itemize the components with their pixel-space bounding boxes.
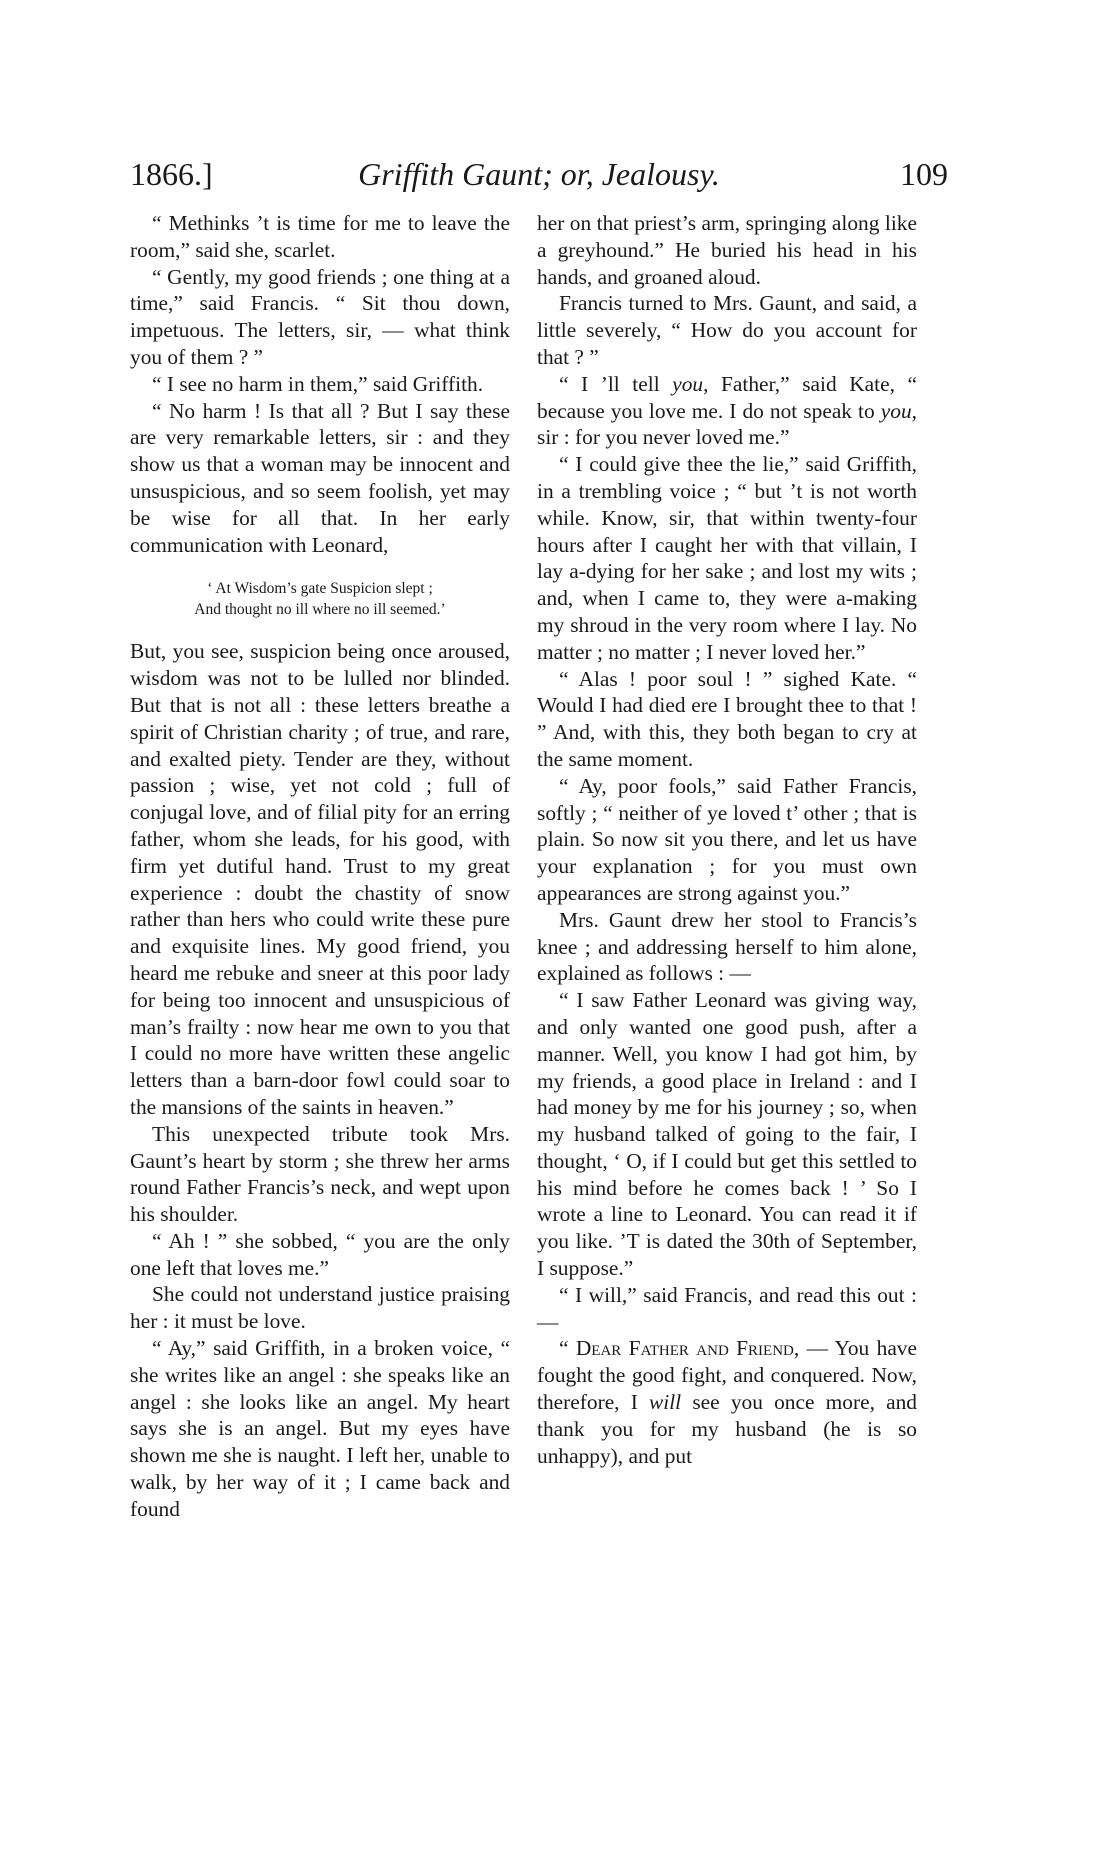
quote-line: ‘ At Wisdom’s gate Suspicion slept ;: [207, 580, 433, 598]
paragraph: But, you see, suspicion being once aroused, wisdom was not to be lulled nor blinded. But that is not all : these letters breathe a spirit of Christian charity ; of true, and rare, and exalted piety. Tender are they, without passion ; wise, yet not cold ; full of conjugal love, and of filial pity for an erring father, whom she leads, for his good, with firm yet dutiful hand. Trust to my great experience : doubt the chastity of snow rather than hers who could write these pure and exquisite lines. My good friend, you heard me rebuke and sneer at this poor lady for being too innocent and unsuspicious of man’s frailty : now hear me own to you that I could no more have written these angelic letters than a barn-door fowl could soar to the mansions of the saints in heaven.”: [130, 639, 510, 1119]
paragraph: “ Ah ! ” she sobbed, “ you are the only one left that loves me.”: [130, 1228, 510, 1280]
running-header: [130, 156, 948, 196]
verse-quote: [130, 578, 510, 620]
text-run: see you once more, and thank you for my husband (he is so unhappy), and put: [537, 1390, 918, 1468]
text-run: You have fought the good fight, and conquered. Now, therefore, I: [537, 1336, 918, 1415]
emphasis: you: [672, 371, 704, 396]
paragraph: her on that priest’s arm, springing along like a greyhound.” He buried his head in his hands, and groaned aloud.: [537, 211, 917, 289]
paragraph: She could not understand justice praising her : it must be love.: [130, 1282, 510, 1334]
left-column: [130, 210, 510, 1523]
paragraph: “ No harm ! Is that all ? But I say these are very remarkable letters, sir : and they show us that a woman may be innocent and unsuspicious, and so seem foolish, yet may be wise for all that. In her early communication with Leonard,: [130, 398, 510, 557]
paragraph: “ Methinks ’t is time for me to leave the room,” said she, scarlet.: [130, 211, 510, 262]
header-year: 1866.]: [130, 156, 213, 192]
paragraph: This unexpected tribute took Mrs. Gaunt’s heart by storm ; she threw her arms round Father Francis’s neck, and wept upon his shoulder.: [130, 1121, 510, 1227]
paragraph: Mrs. Gaunt drew her stool to Francis’s knee ; and addressing herself to him alone, explained as follows : —: [537, 907, 917, 986]
text-run: , Father,” said Kate, “ because you love me. I do not speak to: [537, 371, 917, 423]
paragraph: “ I saw Father Leonard was giving way, and only wanted one good push, after a manner. Well, you know I had got him, by my friends, a good place in Ireland : and I had money by me for his journey ; so, when my husband talked of going to the fair, I thought, ‘ O, if I could but get this settled to his mind before he comes back ! ’ So I wrote a line to Leonard. You can read it if you like. ’T is dated the 30th of September, I suppose.”: [537, 988, 917, 1281]
paragraph: [537, 371, 917, 451]
paragraph: “ Alas ! poor soul ! ” sighed Kate. “ Would I had died ere I brought thee to that ! ” And, with this, they both began to cry at the same moment.: [537, 666, 917, 771]
text-run: “ I ’ll tell: [559, 371, 673, 396]
emphasis: you: [880, 398, 912, 423]
page-number: 109: [900, 156, 948, 192]
quote-line: And thought no ill where no ill seemed.’: [194, 601, 446, 619]
paragraph: “ I could give thee the lie,” said Griffith, in a trembling voice ; “ but ’t is not worth while. Know, sir, that within twenty-four hours after I caught her with that villain, I lay a-dying for her sake ; and lost my wits ; and, when I came to, they were a-making my shroud in the very room where I lay. No matter ; no matter ; I never loved her.”: [537, 452, 917, 664]
text-run: , sir : for you never loved me.”: [537, 398, 917, 450]
paragraph: “ I see no harm in them,” said Griffith.: [152, 371, 484, 396]
letter-paragraph: [537, 1335, 917, 1469]
paragraph: Francis turned to Mrs. Gaunt, and said, a little severely, “ How do you account for that ? ”: [537, 291, 917, 369]
paragraph: “ Gently, my good friends ; one thing at a time,” said Francis. “ Sit thou down, impetuous. The letters, sir, — what think you of them ? ”: [130, 264, 510, 369]
paragraph: “ I will,” said Francis, and read this out : —: [537, 1282, 917, 1334]
paragraph: “ Ay, poor fools,” said Father Francis, softly ; “ neither of ye loved t’ other ; that is plain. So now sit you there, and let us have your explanation ; for you must own appearances are strong against you.”: [537, 773, 917, 905]
letter-salutation: “ Dear Father and Friend, —: [559, 1336, 828, 1361]
paragraph: “ Ay,” said Griffith, in a broken voice, “ she writes like an angel : she speaks like an angel : she looks like an angel. My heart says she is an angel. But my eyes have shown me she is naught. I left her, unable to walk, by her way of it ; I came back and found: [130, 1336, 510, 1521]
emphasis: will: [649, 1390, 682, 1415]
right-column: [537, 210, 917, 1469]
header-title: Griffith Gaunt; or, Jealousy.: [358, 156, 720, 192]
